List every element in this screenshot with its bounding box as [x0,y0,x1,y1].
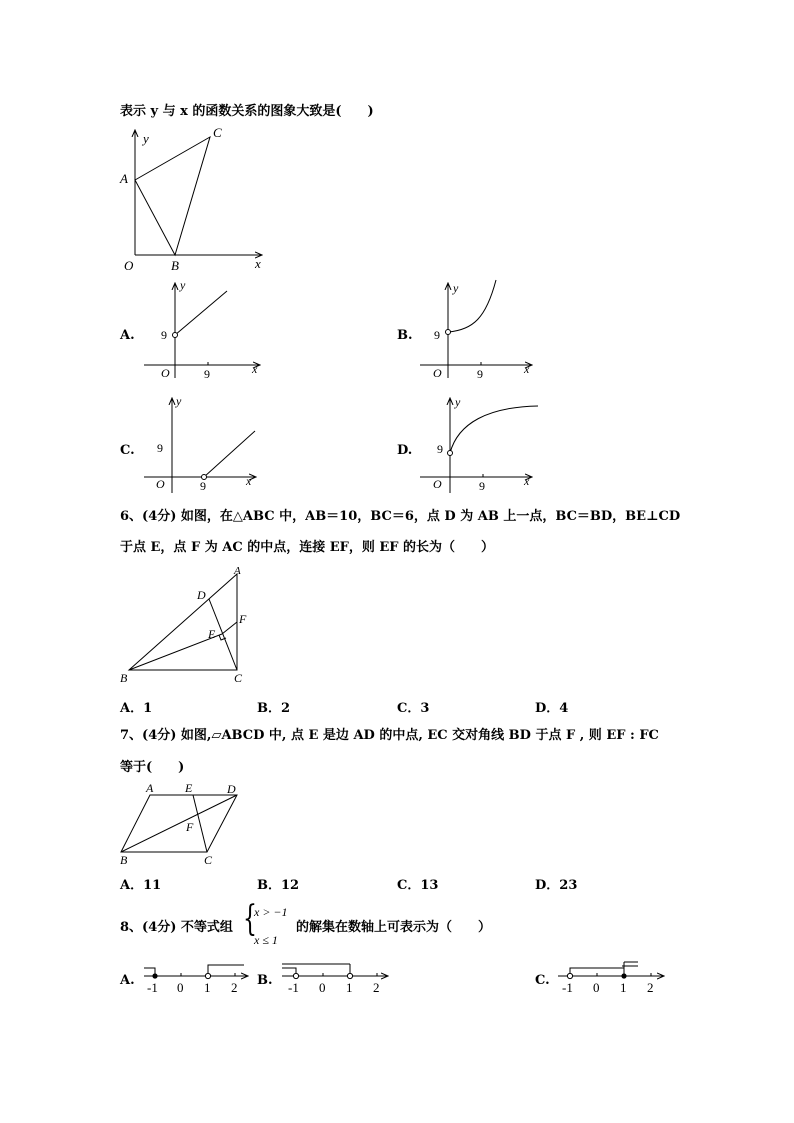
q6-option-D[interactable]: D．4 [535,701,569,716]
svg-text:9: 9 [477,367,483,381]
svg-text:0: 0 [177,980,184,995]
q8-option-A-number-line[interactable] [140,958,255,1000]
q5-option-D-label[interactable]: D. [397,443,413,458]
q8-option-C-label[interactable]: C. [535,973,550,988]
svg-text:C: C [234,671,243,685]
label-C: C [213,125,222,140]
svg-text:9: 9 [434,328,440,342]
q6-option-C[interactable]: C．3 [397,701,430,716]
q7-stem-line1: 7、(4分) 如图,▱ABCD 中, 点 E 是边 AD 的中点, EC 交对角线 BD 于点 F , 则 EF : FC [120,728,659,743]
q8-option-B-number-line[interactable] [280,958,395,1000]
svg-text:O: O [433,366,442,380]
q8-option-C-number-line[interactable] [556,958,671,1000]
svg-text:F: F [239,612,247,626]
q5-main-figure [110,125,280,275]
svg-text:E: E [185,781,193,795]
q6-stem-line2: 于点 E，点 F 为 AC 的中点，连接 EF，则 EF 的长为（ ） [120,540,495,555]
svg-text:E: E [208,627,216,641]
q5-option-B-label[interactable]: B. [397,328,413,343]
quad-ABC [135,137,210,255]
q7-option-A[interactable]: A．11 [120,878,162,893]
label-A: A [120,171,128,186]
svg-text:-1: -1 [147,980,158,995]
svg-text:F: F [186,820,194,834]
label-y: y [143,131,149,146]
q5-option-C-graph[interactable] [142,393,267,498]
svg-text:A: A [234,565,241,577]
q6-triangle-figure [115,562,265,692]
q6-stem-line1: 6、(4分) 如图，在△ABC 中，AB＝10，BC＝6，点 D 为 AB 上一点，BC＝BD，BE⊥CD [120,509,681,524]
svg-text:y: y [455,395,461,409]
svg-text:x: x [524,474,530,488]
svg-text:9: 9 [204,367,210,381]
svg-text:0: 0 [593,980,600,995]
svg-text:O: O [433,477,442,491]
q7-parallelogram-figure [115,780,250,870]
svg-text:1: 1 [346,980,353,995]
svg-text:D: D [227,782,236,796]
q5-stem: 表示 y 与 x 的函数关系的图象大致是( ) [120,104,374,119]
svg-text:0: 0 [319,980,326,995]
svg-text:B: B [120,853,128,867]
q5-option-A-graph[interactable] [142,278,267,383]
svg-text:A: A [146,781,154,795]
svg-text:9: 9 [200,479,206,493]
q5-option-D-graph[interactable] [418,393,543,498]
svg-text:O: O [161,366,170,380]
q8-option-B-label[interactable]: B. [257,973,273,988]
svg-text:9: 9 [479,479,485,493]
q8-option-A-label[interactable]: A. [120,973,135,988]
q7-option-D[interactable]: D．23 [535,878,578,893]
q5-option-C-label[interactable]: C. [120,443,135,458]
svg-text:x: x [252,362,258,376]
q8-brace: { [243,899,257,940]
svg-text:O: O [156,477,165,491]
svg-text:B: B [120,671,128,685]
svg-text:9: 9 [161,328,167,342]
svg-text:2: 2 [373,980,380,995]
q8-inequality-2: x ≤ 1 [254,933,278,947]
q5-option-B-graph[interactable] [418,278,543,383]
svg-text:x: x [246,474,252,488]
q8-inequality-1: x > −1 [254,905,288,919]
svg-text:9: 9 [437,442,443,456]
svg-text:y: y [180,278,186,292]
svg-text:2: 2 [231,980,238,995]
label-B: B [171,258,179,273]
q6-option-A[interactable]: A．1 [120,701,153,716]
q7-stem-line2: 等于( ) [120,760,185,775]
svg-text:C: C [204,853,213,867]
q8-prefix: 8、(4分) 不等式组 [120,920,233,935]
svg-text:1: 1 [204,980,211,995]
q7-option-C[interactable]: C．13 [397,878,439,893]
svg-text:y: y [176,394,182,408]
svg-text:-1: -1 [562,980,573,995]
svg-text:y: y [453,281,459,295]
q6-option-B[interactable]: B．2 [257,701,291,716]
q5-option-A-label[interactable]: A. [120,328,135,343]
q8-suffix: 的解集在数轴上可表示为（ ） [296,920,492,935]
q7-option-B[interactable]: B．12 [257,878,300,893]
svg-text:x: x [524,362,530,376]
svg-text:D: D [197,588,206,602]
label-O: O [124,258,134,273]
svg-text:-1: -1 [288,980,299,995]
svg-text:1: 1 [620,980,627,995]
label-x: x [255,256,261,271]
svg-text:2: 2 [647,980,654,995]
svg-text:9: 9 [157,441,163,455]
